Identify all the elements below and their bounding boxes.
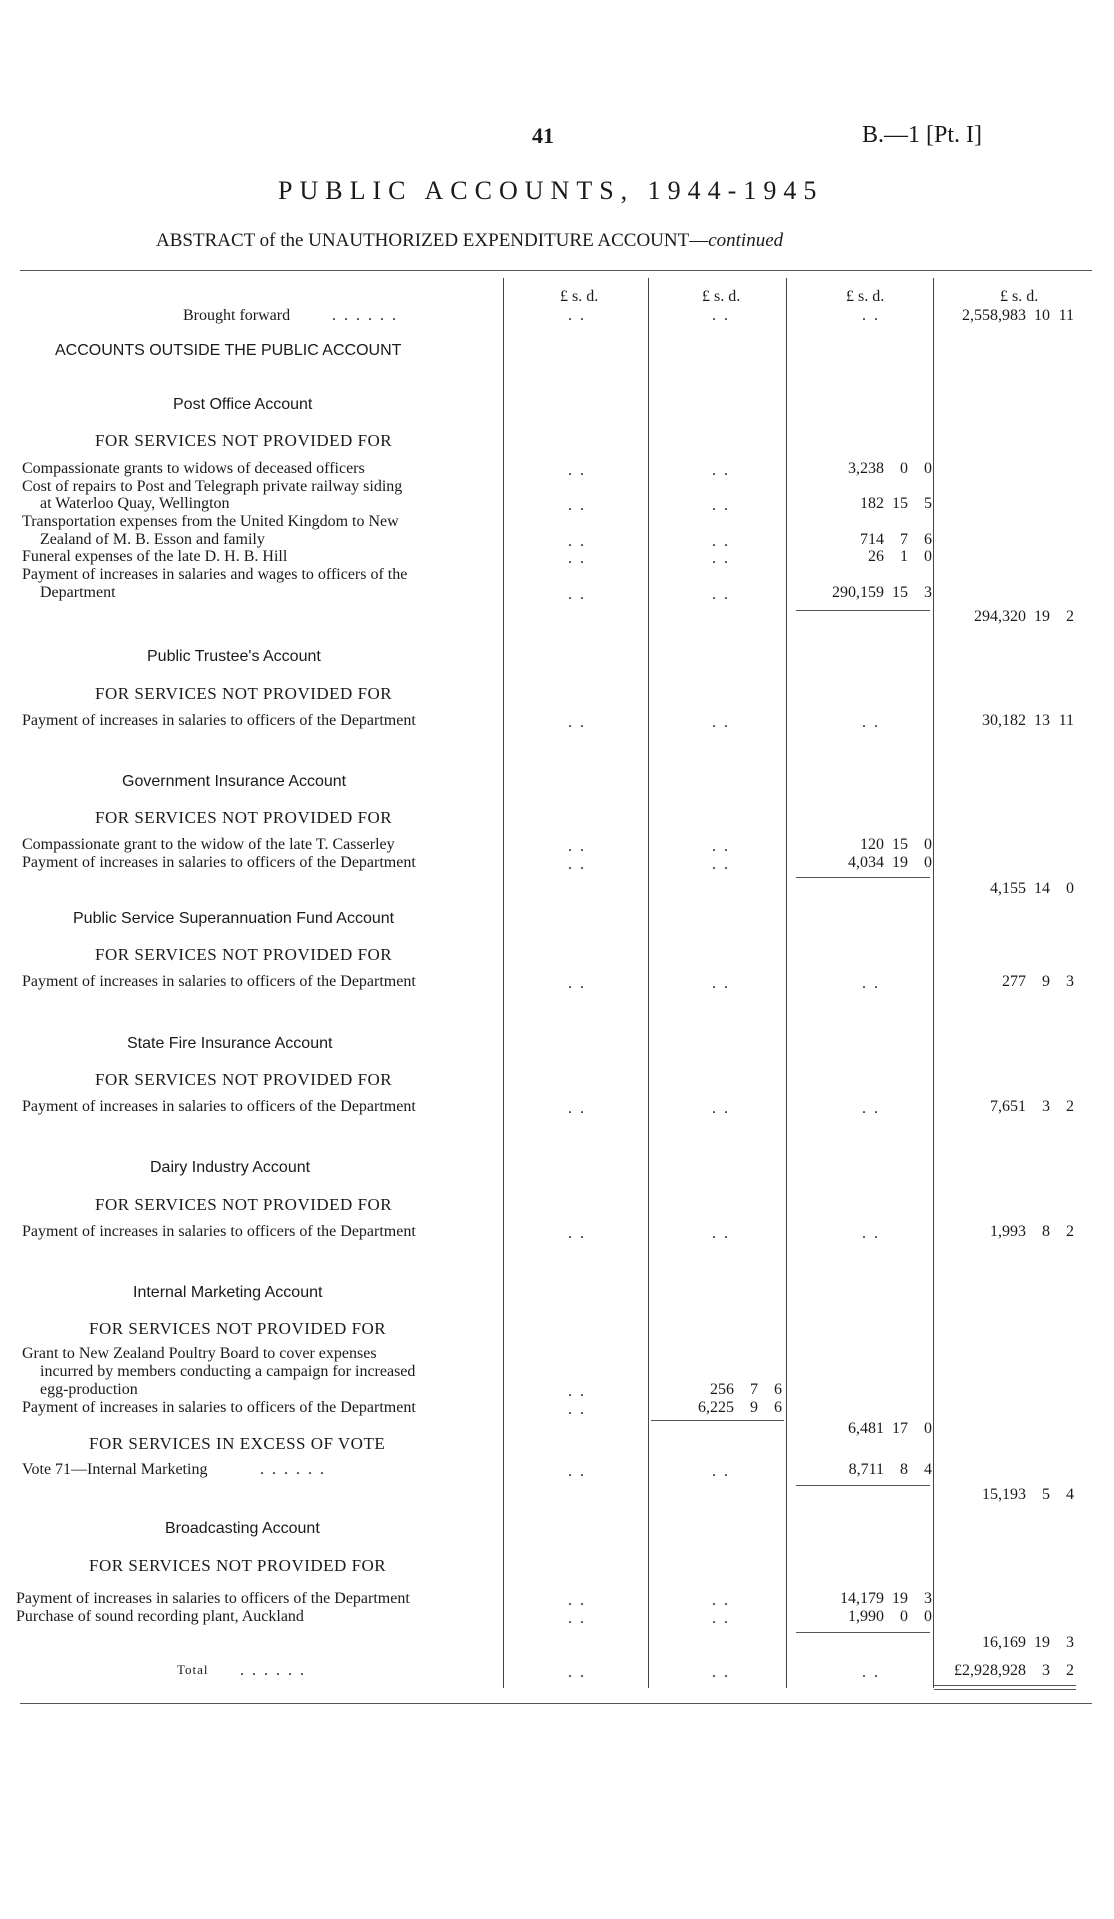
col-header-3: £ s. d.	[846, 288, 885, 305]
amount: 4,034 19 0	[848, 854, 932, 871]
subtotal-rule	[651, 1420, 784, 1421]
superannuation-sub: FOR SERVICES NOT PROVIDED FOR	[95, 945, 393, 964]
column-divider-4	[933, 278, 934, 1688]
dots: . .	[712, 307, 730, 324]
outside-heading: ACCOUNTS OUTSIDE THE PUBLIC ACCOUNT	[55, 342, 402, 359]
section-total: 4,155 14 0	[990, 880, 1074, 897]
dots: . .	[712, 550, 730, 567]
dots: . .	[712, 586, 730, 603]
dairy-sub: FOR SERVICES NOT PROVIDED FOR	[95, 1195, 393, 1214]
line-item: Compassionate grant to the widow of the late T. Casserley	[22, 836, 395, 853]
page-subtitle	[156, 230, 783, 252]
col-header-1: £ s. d.	[560, 288, 599, 305]
dots: . .	[862, 1664, 880, 1681]
leader-dots: . . . . . .	[332, 307, 398, 324]
state-fire-sub: FOR SERVICES NOT PROVIDED FOR	[95, 1070, 393, 1089]
dots: . .	[568, 533, 586, 550]
post-office-title: Post Office Account	[173, 396, 313, 413]
dots: . .	[862, 307, 880, 324]
dots: . .	[712, 975, 730, 992]
line-item: Payment of increases in salaries to officers of the Department	[22, 973, 416, 990]
dots: . .	[712, 714, 730, 731]
line-item: Cost of repairs to Post and Telegraph private railway siding	[22, 478, 403, 495]
dots: . .	[568, 1463, 586, 1480]
section-total: 277 9 3	[1002, 973, 1074, 990]
column-divider-1	[503, 278, 504, 1688]
excess-vote-sub: FOR SERVICES IN EXCESS OF VOTE	[89, 1434, 386, 1453]
dots: . .	[712, 1610, 730, 1627]
line-item: Grant to New Zealand Poultry Board to cover expenses	[22, 1345, 377, 1362]
subtitle-italic: continued	[708, 230, 784, 251]
line-item: Zealand of M. B. Esson and family	[40, 531, 265, 548]
amount: 8,711 8 4	[848, 1461, 932, 1478]
amount: 714 7 6	[860, 531, 932, 548]
page-number: 41	[532, 123, 554, 148]
amount: 290,159 15 3	[832, 584, 932, 601]
line-item: Purchase of sound recording plant, Auckland	[16, 1608, 304, 1625]
amount: 1,990 0 0	[848, 1608, 932, 1625]
subtitle-main: ABSTRACT of the UNAUTHORIZED EXPENDITURE ACCOUNT—	[156, 230, 709, 251]
dots: . .	[568, 1664, 586, 1681]
dots: . .	[862, 975, 880, 992]
dots: . .	[712, 497, 730, 514]
section-total: 7,651 3 2	[990, 1098, 1074, 1115]
public-trustee-sub: FOR SERVICES NOT PROVIDED FOR	[95, 684, 393, 703]
line-item: Department	[40, 584, 116, 601]
dots: . .	[568, 462, 586, 479]
column-divider-3	[786, 278, 787, 1688]
broadcasting-sub: FOR SERVICES NOT PROVIDED FOR	[89, 1556, 387, 1575]
dots: . .	[712, 1225, 730, 1242]
subtotal-rule	[796, 877, 930, 878]
line-item: Payment of increases in salaries to officers of the Department	[22, 1223, 416, 1240]
dots: . .	[712, 1592, 730, 1609]
dots: . .	[862, 714, 880, 731]
dots: . .	[568, 1592, 586, 1609]
column-divider-2	[648, 278, 649, 1688]
dots: . .	[568, 1100, 586, 1117]
post-office-sub: FOR SERVICES NOT PROVIDED FOR	[95, 431, 393, 450]
dots: . .	[568, 586, 586, 603]
grand-total-label: Total	[177, 1662, 209, 1677]
line-item: at Waterloo Quay, Wellington	[40, 495, 230, 512]
dots: . .	[568, 1225, 586, 1242]
dots: . .	[568, 975, 586, 992]
dots: . .	[712, 856, 730, 873]
amount: 3,238 0 0	[848, 460, 932, 477]
table-bottom-rule	[20, 1703, 1092, 1704]
dots: . .	[568, 307, 586, 324]
section-total: 1,993 8 2	[990, 1223, 1074, 1240]
section-total: 294,320 19 2	[974, 608, 1074, 625]
dots: . .	[568, 497, 586, 514]
dots: . .	[712, 1664, 730, 1681]
amount: 256 7 6	[710, 1381, 782, 1398]
col-header-2: £ s. d.	[702, 288, 741, 305]
document-reference: B.—1 [Pt. I]	[862, 122, 982, 148]
gov-insurance-title: Government Insurance Account	[122, 773, 347, 790]
grand-total-amount: £2,928,928 3 2	[954, 1662, 1074, 1679]
line-item: Payment of increases in salaries to officers of the Department	[22, 1399, 416, 1416]
line-item: Compassionate grants to widows of deceased officers	[22, 460, 365, 477]
internal-marketing-title: Internal Marketing Account	[133, 1284, 323, 1301]
internal-marketing-sub: FOR SERVICES NOT PROVIDED FOR	[89, 1319, 387, 1338]
section-total: 30,182 13 11	[982, 712, 1074, 729]
subtotal-rule	[796, 1632, 930, 1633]
line-item: incurred by members conducting a campaign for increased	[40, 1363, 416, 1380]
line-item: Payment of increases in salaries to officers of the Department	[22, 712, 416, 729]
gov-insurance-sub: FOR SERVICES NOT PROVIDED FOR	[95, 808, 393, 827]
dots: . .	[568, 838, 586, 855]
table-top-rule	[20, 270, 1092, 271]
dots: . .	[712, 1100, 730, 1117]
total-double-rule	[934, 1689, 1076, 1690]
line-item: Payment of increases in salaries and wages to officers of the	[22, 566, 408, 583]
line-item: Transportation expenses from the United Kingdom to New	[22, 513, 399, 530]
brought-forward-label: Brought forward	[183, 307, 291, 324]
line-item: Payment of increases in salaries to officers of the Department	[22, 1098, 416, 1115]
dots: . .	[862, 1225, 880, 1242]
amount: 26 1 0	[868, 548, 932, 565]
broadcasting-title: Broadcasting Account	[165, 1520, 320, 1537]
col-header-4: £ s. d.	[1000, 288, 1039, 305]
amount: 14,179 19 3	[840, 1590, 932, 1607]
brought-forward-total: 2,558,983 10 11	[962, 307, 1074, 324]
public-trustee-title: Public Trustee's Account	[147, 648, 321, 665]
dots: . .	[568, 550, 586, 567]
dots: . .	[568, 856, 586, 873]
superannuation-title: Public Service Superannuation Fund Account	[73, 910, 395, 927]
dots: . .	[568, 1610, 586, 1627]
section-total: 16,169 19 3	[982, 1634, 1074, 1651]
section-total: 15,193 5 4	[982, 1486, 1074, 1503]
line-item: Payment of increases in salaries to officers of the Department	[16, 1590, 410, 1607]
subtotal-rule	[796, 1485, 930, 1486]
leader-dots: . . . . . .	[240, 1662, 306, 1679]
dairy-title: Dairy Industry Account	[150, 1159, 311, 1176]
state-fire-title: State Fire Insurance Account	[127, 1035, 333, 1052]
dots: . .	[862, 1100, 880, 1117]
dots: . .	[568, 714, 586, 731]
total-rule	[934, 1685, 1076, 1686]
page-title: PUBLIC ACCOUNTS, 1944-1945	[278, 176, 824, 205]
dots: . .	[568, 1401, 586, 1418]
line-item: egg-production	[40, 1381, 138, 1398]
dots: . .	[712, 838, 730, 855]
dots: . .	[712, 533, 730, 550]
vote-item: Vote 71—Internal Marketing	[22, 1461, 208, 1478]
dots: . .	[712, 462, 730, 479]
line-item: Funeral expenses of the late D. H. B. Hill	[22, 548, 288, 565]
subtotal-rule	[796, 610, 930, 611]
dots: . .	[712, 1463, 730, 1480]
leader-dots: . . . . . .	[260, 1461, 326, 1478]
dots: . .	[568, 1383, 586, 1400]
amount: 182 15 5	[860, 495, 932, 512]
amount: 120 15 0	[860, 836, 932, 853]
subtotal: 6,481 17 0	[848, 1420, 932, 1437]
amount: 6,225 9 6	[698, 1399, 782, 1416]
line-item: Payment of increases in salaries to officers of the Department	[22, 854, 416, 871]
